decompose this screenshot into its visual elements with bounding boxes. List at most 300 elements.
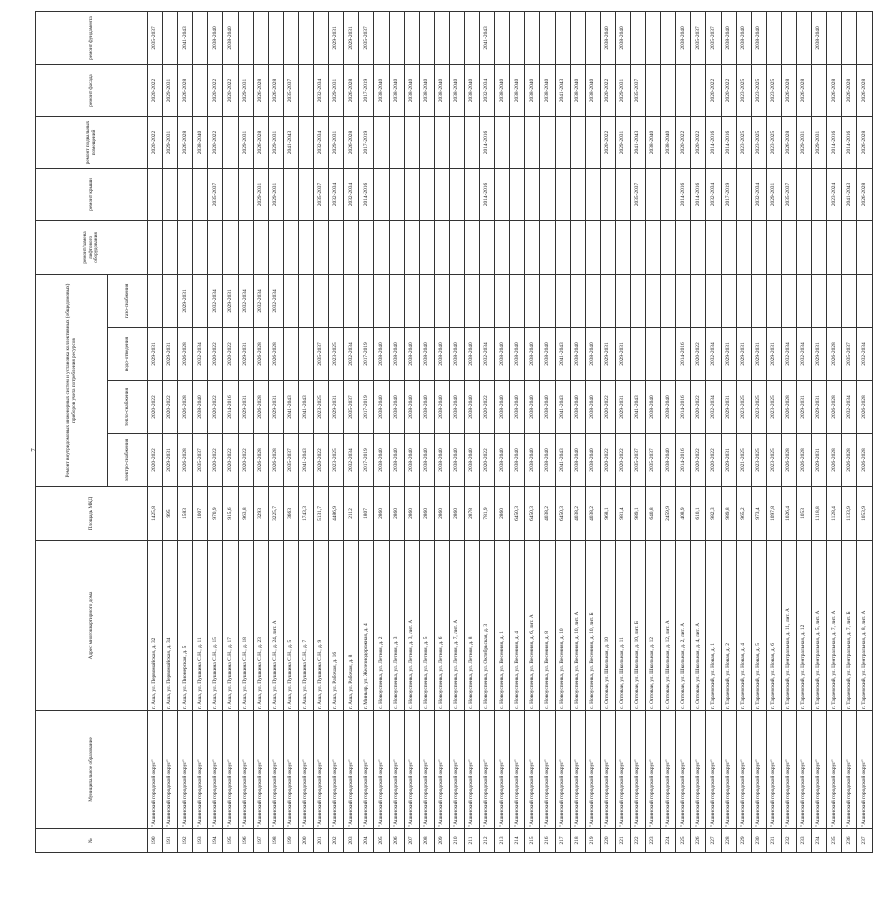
row-number: 235 xyxy=(827,829,842,853)
electro-cell: 2038-2040 xyxy=(374,434,389,487)
area-cell: 6450,3 xyxy=(555,487,570,541)
facade-cell: 2020-2022 xyxy=(223,64,238,116)
heat-cell: 2038-2040 xyxy=(419,381,434,434)
basement-cell: 2017-2019 xyxy=(359,116,374,168)
foundation-cell xyxy=(449,11,464,64)
area-cell: 2112 xyxy=(344,487,359,541)
table-row xyxy=(510,11,525,852)
electro-cell: 2020-2022 xyxy=(600,434,615,487)
roof-cell xyxy=(389,168,404,220)
area-cell: 2459,9 xyxy=(661,487,676,541)
roof-cell: 2041-2043 xyxy=(842,168,857,220)
municipality-cell: "Ашинский городской округ" xyxy=(329,711,344,829)
basement-cell: 2041-2043 xyxy=(283,116,298,168)
facade-cell xyxy=(646,64,661,116)
roof-cell: 2029-2031 xyxy=(766,168,781,220)
municipality-cell: "Ашинский городской округ" xyxy=(419,711,434,829)
address-cell: с. Оптоваи, ул. Школьная, д. 11 xyxy=(615,541,630,711)
facade-cell: 2038-2040 xyxy=(570,64,585,116)
facade-cell: 2032-2034 xyxy=(480,64,495,116)
roof-cell: 2035-2037 xyxy=(781,168,796,220)
water-cell: 2029-2031 xyxy=(721,328,736,381)
elevator-cell xyxy=(208,220,223,274)
area-cell: 4038,2 xyxy=(570,487,585,541)
basement-cell xyxy=(419,116,434,168)
municipality-cell: "Ашинский городской округ" xyxy=(706,711,721,829)
foundation-cell xyxy=(646,11,661,64)
roof-cell xyxy=(464,168,479,220)
electro-cell: 2038-2040 xyxy=(540,434,555,487)
facade-cell: 2026-2028 xyxy=(344,64,359,116)
water-cell: 2029-2031 xyxy=(238,328,253,381)
foundation-cell: 2038-2040 xyxy=(615,11,630,64)
water-cell: 2026-2028 xyxy=(178,328,193,381)
elevator-cell xyxy=(223,220,238,274)
address-cell: г. Аша, ул. Пушкина С.Н., д. 17 xyxy=(223,541,238,711)
address-cell: г. Тараевский, ул. Центральная, д. 11, лит. А xyxy=(781,541,796,711)
basement-cell: 2020-2022 xyxy=(676,116,691,168)
address-cell: г. Аша, ул. Пионерская, д. 5 xyxy=(178,541,193,711)
municipality-cell: "Ашинский городской округ" xyxy=(434,711,449,829)
municipality-cell: "Ашинский городской округ" xyxy=(374,711,389,829)
foundation-cell: 2038-2040 xyxy=(721,11,736,64)
water-cell: 2038-2040 xyxy=(570,328,585,381)
row-number: 212 xyxy=(480,829,495,853)
municipality-cell: "Ашинский городской округ" xyxy=(797,711,812,829)
row-number: 225 xyxy=(676,829,691,853)
electro-cell: 2038-2040 xyxy=(510,434,525,487)
water-cell: 2038-2040 xyxy=(404,328,419,381)
row-number: 220 xyxy=(600,829,615,853)
area-cell: 6450,3 xyxy=(525,487,540,541)
gas-cell xyxy=(736,274,751,327)
municipality-cell: "Ашинский городской округ" xyxy=(842,711,857,829)
address-cell: г. Тараевский, ул. Центральная, д. 7, лит. Б xyxy=(842,541,857,711)
facade-cell: 2023-2025 xyxy=(751,64,766,116)
row-number: 211 xyxy=(464,829,479,853)
table-row xyxy=(585,11,600,852)
row-number: 232 xyxy=(781,829,796,853)
gas-cell xyxy=(404,274,419,327)
gas-cell xyxy=(525,274,540,327)
row-number: 227 xyxy=(706,829,721,853)
row-number: 196 xyxy=(238,829,253,853)
table-row xyxy=(163,11,178,852)
address-cell: г. Аша, ул. Рабочая, д. 8 xyxy=(344,541,359,711)
area-cell: 3293 xyxy=(253,487,268,541)
gas-cell xyxy=(434,274,449,327)
row-number: 214 xyxy=(510,829,525,853)
elevator-cell xyxy=(163,220,178,274)
table-row xyxy=(812,11,827,852)
municipality-cell: "Ашинский городской округ" xyxy=(570,711,585,829)
basement-cell xyxy=(434,116,449,168)
roof-cell: 2029-2031 xyxy=(268,168,283,220)
heat-cell: 2029-2031 xyxy=(268,381,283,434)
water-cell: 2041-2043 xyxy=(555,328,570,381)
elevator-cell xyxy=(540,220,555,274)
water-cell xyxy=(283,328,298,381)
foundation-cell: 2038-2040 xyxy=(812,11,827,64)
gas-cell xyxy=(389,274,404,327)
heat-cell: 2032-2034 xyxy=(706,381,721,434)
row-number: 226 xyxy=(691,829,706,853)
water-cell: 2020-2022 xyxy=(208,328,223,381)
foundation-cell: 2038-2040 xyxy=(751,11,766,64)
elevator-cell xyxy=(314,220,329,274)
facade-cell: 2026-2028 xyxy=(827,64,842,116)
water-cell: 2038-2040 xyxy=(389,328,404,381)
foundation-cell: 2029-2031 xyxy=(329,11,344,64)
water-cell: 2038-2040 xyxy=(449,328,464,381)
header-utilities-group: Ремонт внутридомовых инженерных систем и установка коллективных (общедомовых) приборов учета потребления ресурсов xyxy=(36,274,108,486)
municipality-cell: "Ашинский городской округ" xyxy=(736,711,751,829)
address-cell: г. Тараевский, ул. Новая, д. 4 xyxy=(736,541,751,711)
heat-cell: 2038-2040 xyxy=(404,381,419,434)
basement-cell xyxy=(540,116,555,168)
address-cell: г. Аша, ул. Первомайская, д. 34 xyxy=(163,541,178,711)
basement-cell: 2023-2025 xyxy=(766,116,781,168)
roof-cell: 2035-2037 xyxy=(314,168,329,220)
gas-cell: 2032-2034 xyxy=(238,274,253,327)
foundation-cell: 2038-2040 xyxy=(208,11,223,64)
gas-cell xyxy=(510,274,525,327)
area-cell: 2860 xyxy=(449,487,464,541)
basement-cell: 2023-2025 xyxy=(751,116,766,168)
basement-cell xyxy=(495,116,510,168)
electro-cell: 2041-2043 xyxy=(555,434,570,487)
gas-cell: 2029-2031 xyxy=(223,274,238,327)
facade-cell: 2026-2028 xyxy=(842,64,857,116)
row-number: 202 xyxy=(329,829,344,853)
facade-cell: 2026-2028 xyxy=(178,64,193,116)
facade-cell xyxy=(812,64,827,116)
heat-cell: 2038-2040 xyxy=(193,381,208,434)
row-number: 207 xyxy=(404,829,419,853)
foundation-cell: 2038-2040 xyxy=(736,11,751,64)
table-row xyxy=(238,11,253,852)
roof-cell: 2032-2034 xyxy=(706,168,721,220)
row-number: 231 xyxy=(766,829,781,853)
facade-cell: 2038-2040 xyxy=(540,64,555,116)
roof-cell xyxy=(404,168,419,220)
roof-cell: 2014-2016 xyxy=(676,168,691,220)
table-row xyxy=(404,11,419,852)
address-cell: с. Новоуспенка, ул. Октябрьская, д. 3 xyxy=(480,541,495,711)
water-cell: 2023-2025 xyxy=(329,328,344,381)
basement-cell: 2029-2031 xyxy=(812,116,827,168)
area-cell: 1026,4 xyxy=(781,487,796,541)
row-number: 203 xyxy=(344,829,359,853)
foundation-cell xyxy=(434,11,449,64)
area-cell: 970,9 xyxy=(208,487,223,541)
electro-cell: 2020-2022 xyxy=(480,434,495,487)
basement-cell: 2014-2016 xyxy=(706,116,721,168)
area-cell: 408,9 xyxy=(676,487,691,541)
address-cell: с. Новоуспенка, ул. Весенняя, д. 8 xyxy=(540,541,555,711)
water-cell: 2038-2040 xyxy=(464,328,479,381)
gas-cell xyxy=(314,274,329,327)
basement-cell: 2029-2031 xyxy=(163,116,178,168)
header-roof: ремонт крыши xyxy=(36,168,148,220)
heat-cell: 2014-2016 xyxy=(676,381,691,434)
water-cell: 2020-2022 xyxy=(223,328,238,381)
municipality-cell: "Ашинский городской округ" xyxy=(857,711,872,829)
gas-cell xyxy=(781,274,796,327)
heat-cell: 2041-2043 xyxy=(283,381,298,434)
elevator-cell xyxy=(570,220,585,274)
table-row xyxy=(570,11,585,852)
roof-cell: 2029-2031 xyxy=(253,168,268,220)
basement-cell xyxy=(389,116,404,168)
area-cell: 1807 xyxy=(359,487,374,541)
row-number: 217 xyxy=(555,829,570,853)
gas-cell: 2032-2034 xyxy=(253,274,268,327)
heat-cell: 2026-2028 xyxy=(178,381,193,434)
gas-cell xyxy=(797,274,812,327)
header-elevator: ремонт/замена лифтового оборудования xyxy=(36,220,148,274)
gas-cell xyxy=(464,274,479,327)
row-number: 198 xyxy=(268,829,283,853)
row-number: 233 xyxy=(797,829,812,853)
row-number: 208 xyxy=(419,829,434,853)
address-cell: с. Оптоваи, ул. Школьная, д. 10 xyxy=(600,541,615,711)
facade-cell xyxy=(193,64,208,116)
table-row xyxy=(555,11,570,852)
gas-cell xyxy=(419,274,434,327)
heat-cell: 2020-2022 xyxy=(480,381,495,434)
address-cell: с. Оптоваи, ул. Школьная, д. 4, лит. А xyxy=(691,541,706,711)
table-row xyxy=(751,11,766,852)
elevator-cell xyxy=(706,220,721,274)
foundation-cell xyxy=(510,11,525,64)
table-row xyxy=(736,11,751,852)
electro-cell: 2020-2022 xyxy=(706,434,721,487)
address-cell: г. Аша, ул. Пушкина С.Н., д. 11 xyxy=(193,541,208,711)
water-cell: 2032-2034 xyxy=(857,328,872,381)
heat-cell: 2041-2043 xyxy=(298,381,313,434)
elevator-cell xyxy=(374,220,389,274)
header-foundation: ремонт фундамента xyxy=(36,11,148,64)
heat-cell: 2029-2031 xyxy=(721,381,736,434)
roof-cell: 2032-2034 xyxy=(751,168,766,220)
foundation-cell xyxy=(570,11,585,64)
facade-cell: 2020-2022 xyxy=(721,64,736,116)
header-address: Адрес многоквартирного дома xyxy=(36,541,148,711)
address-cell: г. Миньяр, ул. Железнодорожная, д. 4 xyxy=(359,541,374,711)
table-row xyxy=(374,11,389,852)
facade-cell: 2038-2040 xyxy=(374,64,389,116)
electro-cell: 2029-2031 xyxy=(812,434,827,487)
heat-cell: 2023-2025 xyxy=(736,381,751,434)
foundation-cell xyxy=(283,11,298,64)
address-cell: с. Новоуспенка, ул. Летняя, д. 8 xyxy=(464,541,479,711)
municipality-cell: "Ашинский городской округ" xyxy=(495,711,510,829)
facade-cell: 2023-2025 xyxy=(766,64,781,116)
basement-cell xyxy=(404,116,419,168)
gas-cell xyxy=(721,274,736,327)
gas-cell xyxy=(857,274,872,327)
address-cell: г. Аша, ул. Пушкина С.Н., д. 18 xyxy=(238,541,253,711)
electro-cell: 2023-2025 xyxy=(766,434,781,487)
gas-cell xyxy=(163,274,178,327)
gas-cell xyxy=(812,274,827,327)
address-cell: г. Аша, ул. Пушкина С.Н., д. 5 xyxy=(283,541,298,711)
roof-cell xyxy=(812,168,827,220)
page-number: 7 xyxy=(29,448,38,452)
electro-cell: 2023-2025 xyxy=(751,434,766,487)
table-row xyxy=(525,11,540,852)
table-row xyxy=(661,11,676,852)
row-number: 192 xyxy=(178,829,193,853)
roof-cell xyxy=(419,168,434,220)
basement-cell: 2014-2016 xyxy=(827,116,842,168)
area-cell: 2860 xyxy=(419,487,434,541)
row-number: 209 xyxy=(434,829,449,853)
basement-cell xyxy=(298,116,313,168)
facade-cell: 2026-2028 xyxy=(268,64,283,116)
roof-cell xyxy=(540,168,555,220)
roof-cell: 2032-2034 xyxy=(344,168,359,220)
roof-cell xyxy=(223,168,238,220)
electro-cell: 2035-2037 xyxy=(193,434,208,487)
elevator-cell xyxy=(812,220,827,274)
basement-cell: 2038-2040 xyxy=(661,116,676,168)
roof-cell xyxy=(283,168,298,220)
heat-cell: 2038-2040 xyxy=(510,381,525,434)
header-basement: ремонт подвальных помещений xyxy=(36,116,148,168)
address-cell: с. Новоуспенка, ул. Летняя, д. 3 xyxy=(389,541,404,711)
municipality-cell: "Ашинский городской округ" xyxy=(404,711,419,829)
row-number: 204 xyxy=(359,829,374,853)
water-cell: 2014-2016 xyxy=(676,328,691,381)
area-cell: 610,1 xyxy=(691,487,706,541)
facade-cell: 2020-2022 xyxy=(208,64,223,116)
elevator-cell xyxy=(676,220,691,274)
municipality-cell: "Ашинский городской округ" xyxy=(827,711,842,829)
basement-cell: 2023-2025 xyxy=(736,116,751,168)
facade-cell: 2038-2040 xyxy=(510,64,525,116)
heat-cell: 2032-2034 xyxy=(842,381,857,434)
basement-cell: 2029-2031 xyxy=(797,116,812,168)
heat-cell: 2029-2031 xyxy=(238,381,253,434)
address-cell: с. Оптоваи, ул. Школьная, д. 12, лит. А xyxy=(661,541,676,711)
water-cell: 2032-2034 xyxy=(344,328,359,381)
water-cell: 2038-2040 xyxy=(374,328,389,381)
heat-cell: 2014-2016 xyxy=(223,381,238,434)
electro-cell: 2020-2022 xyxy=(615,434,630,487)
gas-cell xyxy=(449,274,464,327)
row-number: 229 xyxy=(736,829,751,853)
table-row xyxy=(178,11,193,852)
basement-cell xyxy=(223,116,238,168)
area-cell: 2860 xyxy=(404,487,419,541)
gas-cell xyxy=(631,274,646,327)
roof-cell: 2035-2037 xyxy=(208,168,223,220)
area-cell: 963,8 xyxy=(238,487,253,541)
area-cell: 2860 xyxy=(389,487,404,541)
facade-cell: 2032-2034 xyxy=(314,64,329,116)
heat-cell: 2020-2022 xyxy=(691,381,706,434)
elevator-cell xyxy=(193,220,208,274)
elevator-cell xyxy=(495,220,510,274)
electro-cell: 2020-2022 xyxy=(148,434,163,487)
foundation-cell: 2041-2043 xyxy=(480,11,495,64)
area-cell: 3225,7 xyxy=(268,487,283,541)
municipality-cell: "Ашинский городской округ" xyxy=(464,711,479,829)
elevator-cell xyxy=(842,220,857,274)
electro-cell: 2020-2022 xyxy=(314,434,329,487)
area-cell: 1118,8 xyxy=(812,487,827,541)
water-cell: 2029-2031 xyxy=(163,328,178,381)
roof-cell: 2014-2016 xyxy=(480,168,495,220)
table-body xyxy=(148,11,873,852)
facade-cell: 2038-2040 xyxy=(525,64,540,116)
header-gas: газо-снабжения xyxy=(108,274,148,327)
address-cell: г. Аша, ул. Пушкина С.Н., д. 23 xyxy=(253,541,268,711)
address-cell: с. Новоуспенка, ул. Летняя, д. 5 xyxy=(419,541,434,711)
area-cell: 1053,9 xyxy=(857,487,872,541)
electro-cell: 2017-2019 xyxy=(359,434,374,487)
area-cell: 989,8 xyxy=(721,487,736,541)
municipality-cell: "Ашинский городской округ" xyxy=(193,711,208,829)
table-row xyxy=(193,11,208,852)
area-cell: 2860 xyxy=(495,487,510,541)
electro-cell: 2026-2028 xyxy=(797,434,812,487)
roof-cell xyxy=(374,168,389,220)
address-cell: г. Тараевский, ул. Центральная, д. 7, лит. А xyxy=(827,541,842,711)
elevator-cell xyxy=(751,220,766,274)
roof-cell: 2014-2016 xyxy=(691,168,706,220)
area-cell: 3663 xyxy=(283,487,298,541)
electro-cell: 2014-2016 xyxy=(676,434,691,487)
row-number: 230 xyxy=(751,829,766,853)
heat-cell: 2038-2040 xyxy=(661,381,676,434)
foundation-cell xyxy=(404,11,419,64)
foundation-cell xyxy=(298,11,313,64)
water-cell: 2038-2040 xyxy=(540,328,555,381)
row-number: 219 xyxy=(585,829,600,853)
heat-cell: 2026-2028 xyxy=(781,381,796,434)
electro-cell: 2038-2040 xyxy=(434,434,449,487)
roof-cell xyxy=(238,168,253,220)
area-cell: 4038,2 xyxy=(585,487,600,541)
foundation-cell: 2038-2040 xyxy=(600,11,615,64)
electro-cell: 2038-2040 xyxy=(419,434,434,487)
elevator-cell xyxy=(510,220,525,274)
roof-cell xyxy=(434,168,449,220)
water-cell: 2029-2031 xyxy=(766,328,781,381)
area-cell: 1425,8 xyxy=(148,487,163,541)
heat-cell: 2029-2031 xyxy=(615,381,630,434)
foundation-cell: 2035-2037 xyxy=(359,11,374,64)
address-cell: с. Новоуспенка, ул. Весенняя, д. 10 xyxy=(555,541,570,711)
municipality-cell: "Ашинский городской округ" xyxy=(540,711,555,829)
facade-cell xyxy=(691,64,706,116)
roof-cell xyxy=(510,168,525,220)
foundation-cell xyxy=(827,11,842,64)
municipality-cell: "Ашинский городской округ" xyxy=(615,711,630,829)
heat-cell: 2026-2028 xyxy=(827,381,842,434)
gas-cell xyxy=(706,274,721,327)
foundation-cell xyxy=(585,11,600,64)
address-cell: г. Тараевский, ул. Новая, д. 6 xyxy=(766,541,781,711)
electro-cell: 2020-2022 xyxy=(691,434,706,487)
municipality-cell: "Ашинский городской округ" xyxy=(449,711,464,829)
municipality-cell: "Ашинский городской округ" xyxy=(691,711,706,829)
heat-cell: 2023-2025 xyxy=(751,381,766,434)
gas-cell xyxy=(615,274,630,327)
